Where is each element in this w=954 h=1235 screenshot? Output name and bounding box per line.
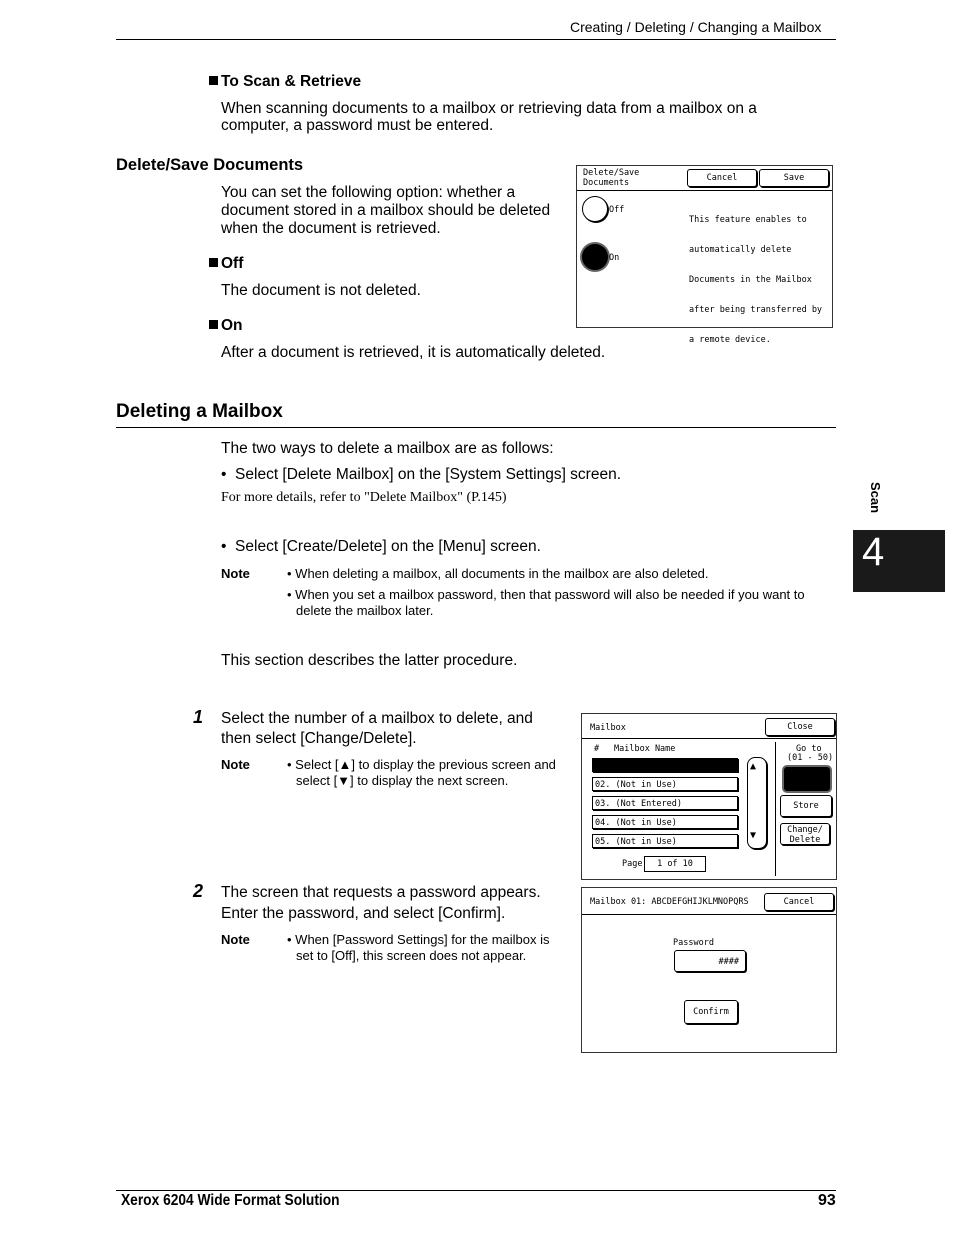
on-heading: On [209, 317, 243, 335]
screen-divider [582, 738, 836, 739]
mailbox-row-selected[interactable] [592, 758, 738, 772]
note-label: Note [221, 932, 250, 947]
password-screen [581, 887, 837, 1053]
on-radio-label: On [609, 253, 620, 263]
deleting-intro: The two ways to delete a mailbox are as follows: [221, 440, 554, 457]
cancel-button[interactable]: Cancel [764, 893, 834, 911]
delete-save-body-2: document stored in a mailbox should be deleted [221, 202, 551, 219]
bullet-dot-icon: • [221, 466, 236, 483]
footer-rule [116, 1190, 836, 1191]
password-label: Password [673, 938, 714, 948]
screen-title-2: Documents [583, 178, 630, 188]
desc-line: automatically delete [689, 245, 792, 255]
change-delete-button[interactable] [780, 823, 830, 845]
on-radio-selected[interactable] [582, 244, 608, 270]
step1-text-1: Select the number of a mailbox to delete, and [221, 710, 533, 727]
desc-line: Documents in the Mailbox [689, 275, 812, 285]
cancel-button[interactable]: Cancel [687, 169, 757, 187]
header-rule [116, 39, 836, 40]
bullet-square-icon [209, 320, 218, 329]
cross-reference: For more details, refer to "Delete Mailbox" (P.145) [221, 490, 507, 505]
desc-line: a remote device. [689, 335, 771, 345]
confirm-button[interactable]: Confirm [684, 1000, 738, 1024]
step-number-1: 1 [193, 707, 204, 727]
screen-title: Mailbox 01: ABCDEFGHIJKLMNOPQRS [590, 897, 749, 907]
on-body: After a document is retrieved, it is automatically deleted. [221, 344, 606, 361]
note-item-1: • When deleting a mailbox, all documents in the mailbox are also deleted. [287, 566, 709, 581]
latter-procedure: This section describes the latter procedure. [221, 652, 518, 669]
close-button[interactable]: Close [765, 718, 835, 736]
delete-save-body-1: You can set the following option: whether a [221, 184, 516, 201]
mailbox-row[interactable]: 03. (Not Entered) [592, 796, 738, 810]
scroll-down-icon[interactable]: ▼ [750, 830, 757, 841]
desc-line: This feature enables to [689, 215, 807, 225]
scan-retrieve-heading: To Scan & Retrieve [209, 73, 361, 91]
password-field[interactable]: #### [674, 950, 746, 972]
note-item-2: • When you set a mailbox password, then that password will also be needed if you want to [287, 587, 805, 602]
delete-save-body-3: when the document is retrieved. [221, 220, 441, 237]
bullet-dot-icon: • [221, 538, 236, 555]
bullet-dot-icon: • [287, 587, 296, 602]
step1-note-1: • Select [▲] to display the previous screen and [287, 757, 556, 772]
off-radio[interactable] [582, 196, 608, 222]
note-label: Note [221, 757, 250, 772]
step-number-2: 2 [193, 881, 204, 901]
page-number: 93 [818, 1192, 836, 1209]
step2-text-1: The screen that requests a password appears. [221, 884, 541, 901]
mailbox-row[interactable]: 04. (Not in Use) [592, 815, 738, 829]
goto-label: Go to [796, 744, 822, 754]
feature-description [689, 195, 822, 365]
step1-text-2: then select [Change/Delete]. [221, 730, 417, 747]
bullet-square-icon [209, 76, 218, 85]
step1-note-2: select [▼] to display the next screen. [296, 773, 509, 788]
bullet-dot-icon: • [287, 757, 296, 772]
desc-line: after being transferred by [689, 305, 823, 315]
screen-title: Mailbox [590, 723, 626, 733]
off-body: The document is not deleted. [221, 282, 421, 299]
deleting-heading: Deleting a Mailbox [116, 401, 283, 422]
column-header-number: # [594, 744, 600, 754]
note-label: Note [221, 566, 250, 581]
store-button[interactable]: Store [780, 795, 832, 817]
delete-save-screen [576, 165, 833, 345]
chapter-number: 4 [862, 530, 885, 574]
change-delete-label: Delete [789, 835, 821, 845]
column-header-name: Mailbox Name [614, 744, 676, 754]
bullet-square-icon [209, 258, 218, 267]
page-indicator: 1 of 10 [644, 856, 706, 872]
change-delete-label: Change/ [787, 825, 823, 835]
bullet-dot-icon: • [287, 932, 296, 947]
mailbox-row[interactable]: 05. (Not in Use) [592, 834, 738, 848]
bullet-item-2: • Select [Create/Delete] on the [Menu] screen. [221, 538, 541, 555]
off-radio-label: Off [609, 205, 625, 215]
scroll-up-icon[interactable]: ▲ [750, 761, 757, 772]
mailbox-row[interactable]: 02. (Not in Use) [592, 777, 738, 791]
bullet-dot-icon: • [287, 566, 296, 581]
goto-range: (01 - 50) [787, 753, 834, 763]
scan-retrieve-body-2: computer, a password must be entered. [221, 117, 494, 134]
save-button[interactable]: Save [759, 169, 829, 187]
step2-note-1: • When [Password Settings] for the mailbox is [287, 932, 550, 947]
scan-retrieve-body-1: When scanning documents to a mailbox or retrieving data from a mailbox on a [221, 100, 757, 117]
screen-divider [577, 190, 832, 191]
step2-note-2: set to [Off], this screen does not appear. [296, 948, 527, 963]
goto-input[interactable] [784, 767, 830, 791]
step2-text-2: Enter the password, and select [Confirm]. [221, 905, 506, 922]
vertical-divider [775, 742, 776, 876]
screen-divider [582, 914, 836, 915]
running-header: Creating / Deleting / Changing a Mailbox [570, 19, 822, 35]
footer-product: Xerox 6204 Wide Format Solution [121, 1192, 340, 1209]
note-item-2-cont: delete the mailbox later. [296, 603, 434, 618]
screen-title: Delete/Save [583, 168, 640, 178]
bullet-item-1: • Select [Delete Mailbox] on the [System Settings] screen. [221, 466, 622, 483]
chapter-side-tab: Scan [868, 482, 883, 514]
off-heading: Off [209, 255, 243, 273]
page-label: Page [622, 859, 643, 869]
section-rule [116, 427, 836, 428]
delete-save-heading: Delete/Save Documents [116, 156, 304, 174]
mailbox-list-screen [581, 713, 837, 880]
